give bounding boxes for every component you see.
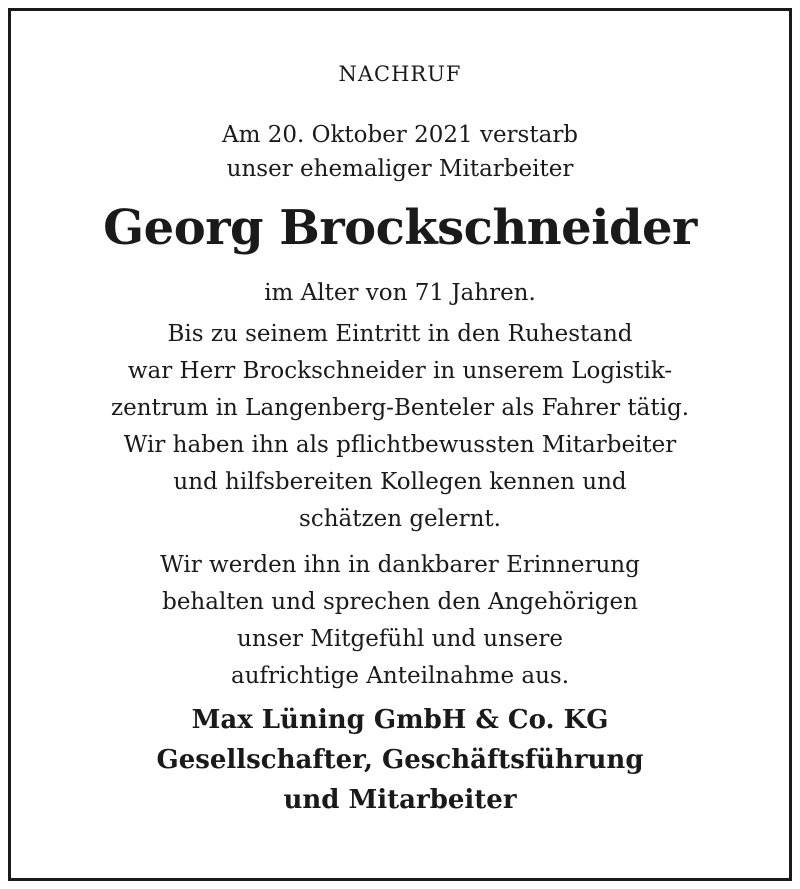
company-signature: [0, 700, 800, 820]
tribute-line: schätzen gelernt.: [299, 506, 501, 532]
tribute-line: zentrum in Langenberg-Benteler als Fahrer tätig.: [110, 395, 690, 421]
tribute-line: war Herr Brockschneider in unserem Logistik-: [127, 358, 673, 384]
condolence-paragraph: [0, 547, 800, 695]
tribute-line: und hilfsbereiten Kollegen kennen und: [173, 469, 627, 495]
deceased-name: Georg Brockschneider: [103, 200, 697, 256]
condolence-line: aufrichtige Anteilnahme aus.: [230, 663, 570, 689]
condolence-line: behalten und sprechen den Angehörigen: [162, 589, 638, 615]
condolence-line: unser Mitgefühl und unsere: [237, 626, 563, 652]
signature-line: Gesellschafter, Geschäftsführung: [156, 745, 644, 775]
tribute-line: Bis zu seinem Eintritt in den Ruhestand: [167, 321, 633, 347]
age-text: im Alter von 71 Jahren.: [264, 280, 536, 306]
signature-line: Max Lüning GmbH & Co. KG: [191, 705, 609, 735]
intro-text: [0, 118, 800, 186]
tribute-line: Wir haben ihn als pflichtbewussten Mitarbeiter: [123, 432, 677, 458]
intro-line: unser ehemaliger Mitarbeiter: [226, 156, 574, 182]
signature-line: und Mitarbeiter: [283, 785, 517, 815]
tribute-paragraph: [0, 316, 800, 538]
intro-line: Am 20. Oktober 2021 verstarb: [221, 122, 579, 148]
obituary-heading: NACHRUF: [338, 62, 462, 86]
condolence-line: Wir werden ihn in dankbarer Erinnerung: [160, 552, 640, 578]
